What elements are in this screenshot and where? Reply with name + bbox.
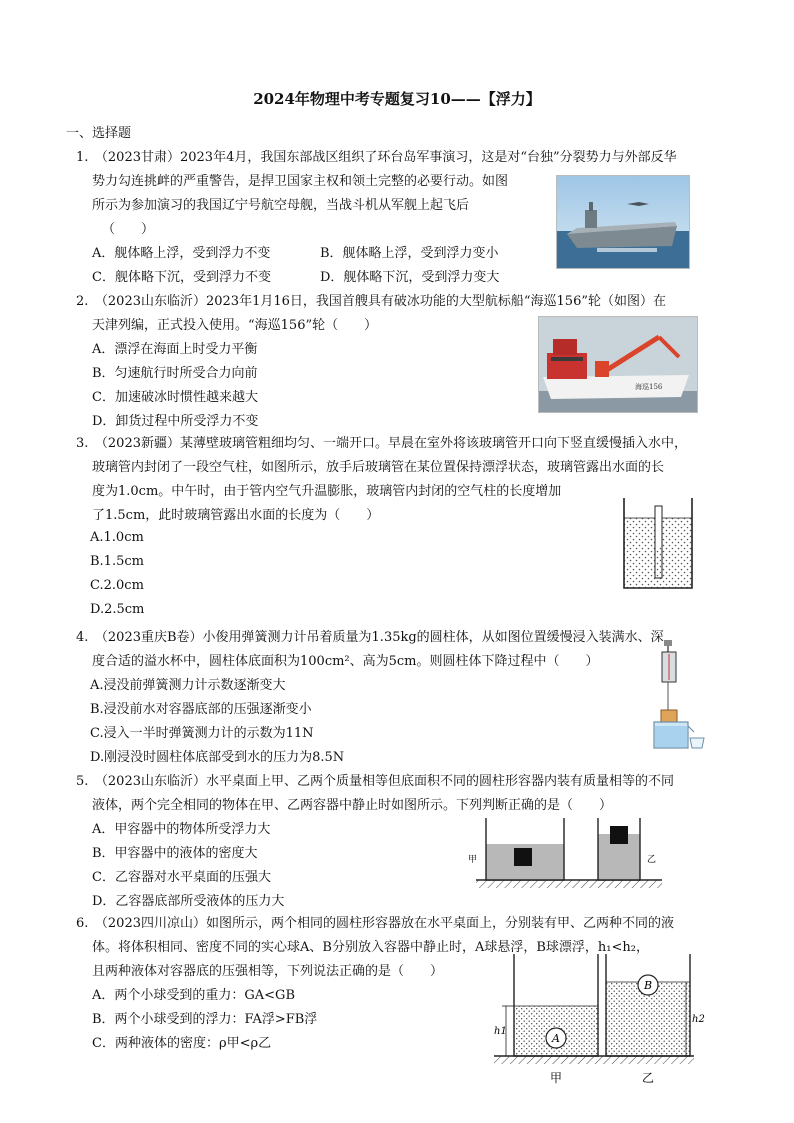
q1-line2: 势力勾连挑衅的严重警告，是捍卫国家主权和领土完整的必要行动。如图 bbox=[92, 174, 509, 189]
q1-line3: 所示为参加演习的我国辽宁号航空母舰，当战斗机从军舰上起飞后 bbox=[92, 198, 470, 213]
section-heading: 一、选择题 bbox=[66, 126, 132, 141]
q3-option-a: A.1.0cm bbox=[90, 530, 144, 545]
q6-option-c: C．两种液体的密度：ρ甲<ρ乙 bbox=[92, 1036, 272, 1051]
q5-option-a: A．甲容器中的物体所受浮力大 bbox=[92, 822, 271, 837]
page-title: 2024年物理中考专题复习10——【浮力】 bbox=[253, 90, 541, 108]
q4-option-c: C.浸入一半时弹簧测力计的示数为11N bbox=[90, 726, 314, 741]
ship-hull-label: 海巡156 bbox=[635, 383, 663, 391]
q2-option-a: A．漂浮在海面上时受力平衡 bbox=[92, 342, 258, 357]
q2-option-d: D．卸货过程中所受浮力不变 bbox=[92, 414, 259, 429]
icebreaker-ship-photo bbox=[538, 316, 698, 413]
container-label-jia: 甲 bbox=[468, 855, 478, 865]
q4-line1: 4. （2023重庆B卷）小俊用弹簧测力计吊着质量为1.35kg的圆柱体，从如图位置缓慢浸入装满水、深 bbox=[76, 630, 664, 645]
glass-tube-diagram bbox=[620, 496, 696, 592]
q1-option-b: B．舰体略上浮，受到浮力变小 bbox=[320, 246, 499, 261]
q4-option-d: D.刚浸没时圆柱体底部受到水的压力为8.5N bbox=[90, 750, 345, 765]
container-label-yi: 乙 bbox=[647, 855, 657, 865]
q4-line2: 度合适的溢水杯中，圆柱体底面积为100cm²、高为5cm。则圆柱体下降过程中（ ） bbox=[92, 654, 599, 669]
q6-line2: 体。将体积相同、密度不同的实心球A、B分别放入容器中静止时，A球悬浮，B球漂浮，h₁<h₂， bbox=[92, 940, 649, 955]
q5-line2: 液体，两个完全相同的物体在甲、乙两容器中静止时如图所示。下列判断正确的是（ ） bbox=[92, 798, 613, 813]
two-containers-diagram bbox=[468, 814, 668, 890]
q3-option-d: D.2.5cm bbox=[90, 602, 145, 617]
q2-line2: 天津列编，正式投入使用。“海巡156”轮（ ） bbox=[92, 318, 378, 333]
q3-option-c: C.2.0cm bbox=[90, 578, 144, 593]
q2-option-c: C．加速破冰时惯性越来越大 bbox=[92, 390, 258, 405]
two-balls-containers-diagram bbox=[488, 950, 705, 1090]
q1-option-d: D．舰体略下沉，受到浮力变大 bbox=[320, 270, 500, 285]
q6-line1: 6. （2023四川凉山）如图所示，两个相同的圆柱形容器放在水平桌面上，分别装有甲、乙两种不同的液 bbox=[76, 916, 674, 931]
q4-option-a: A.浸没前弹簧测力计示数逐渐变大 bbox=[90, 678, 286, 693]
q3-line1: 3. （2023新疆）某薄壁玻璃管粗细均匀、一端开口。早晨在室外将该玻璃管开口向下竖直缓慢插入水中， bbox=[76, 436, 687, 451]
ball-a-label: A bbox=[552, 1032, 560, 1045]
q5-line1: 5. （2023山东临沂）水平桌面上甲、乙两个质量相等但底面积不同的圆柱形容器内装有质量相等的不同 bbox=[76, 774, 674, 789]
q5-option-b: B．甲容器中的液体的密度大 bbox=[92, 846, 258, 861]
spring-scale-overflow-cup-diagram bbox=[650, 640, 706, 752]
q6-line3: 且两种液体对容器底的压强相等，下列说法正确的是（ ） bbox=[92, 964, 444, 979]
q3-line3: 度为1.0cm。中午时，由于管内空气升温膨胀，玻璃管内封闭的空气柱的长度增加 bbox=[92, 484, 562, 499]
q4-option-b: B.浸没前水对容器底部的压强逐渐变小 bbox=[90, 702, 312, 717]
q3-line2: 玻璃管内封闭了一段空气柱，如图所示，放手后玻璃管在某位置保持漂浮状态，玻璃管露出水面的长 bbox=[92, 460, 665, 475]
q2-line1: 2. （2023山东临沂）2023年1月16日，我国首艘具有破冰功能的大型航标船“海巡156”轮（如图）在 bbox=[76, 294, 666, 309]
q3-line4: 了1.5cm，此时玻璃管露出水面的长度为（ ） bbox=[92, 508, 380, 523]
ball-b-label: B bbox=[644, 979, 653, 992]
q1-paren: （ ） bbox=[102, 222, 155, 237]
container-label-jia: 甲 bbox=[550, 1071, 563, 1085]
q1-line1: 1. （2023甘肃）2023年4月，我国东部战区组织了环台岛军事演习，这是对“台独”分裂势力与外部反华 bbox=[76, 150, 677, 165]
q6-option-b: B．两个小球受到的浮力：FA浮>FB浮 bbox=[92, 1012, 318, 1027]
q5-option-d: D．乙容器底部所受液体的压力大 bbox=[92, 894, 285, 909]
q1-option-c: C．舰体略下沉，受到浮力不变 bbox=[92, 270, 271, 285]
height-h2-label: h2 bbox=[692, 1014, 705, 1025]
container-label-yi: 乙 bbox=[642, 1071, 655, 1085]
height-h1-label: h1 bbox=[494, 1026, 507, 1037]
q5-option-c: C．乙容器对水平桌面的压强大 bbox=[92, 870, 271, 885]
q6-option-a: A．两个小球受到的重力：GA<GB bbox=[92, 988, 295, 1003]
aircraft-carrier-photo bbox=[556, 175, 690, 269]
q3-option-b: B.1.5cm bbox=[90, 554, 144, 569]
q2-option-b: B．匀速航行时所受合力向前 bbox=[92, 366, 258, 381]
q1-option-a: A．舰体略上浮，受到浮力不变 bbox=[92, 246, 271, 261]
